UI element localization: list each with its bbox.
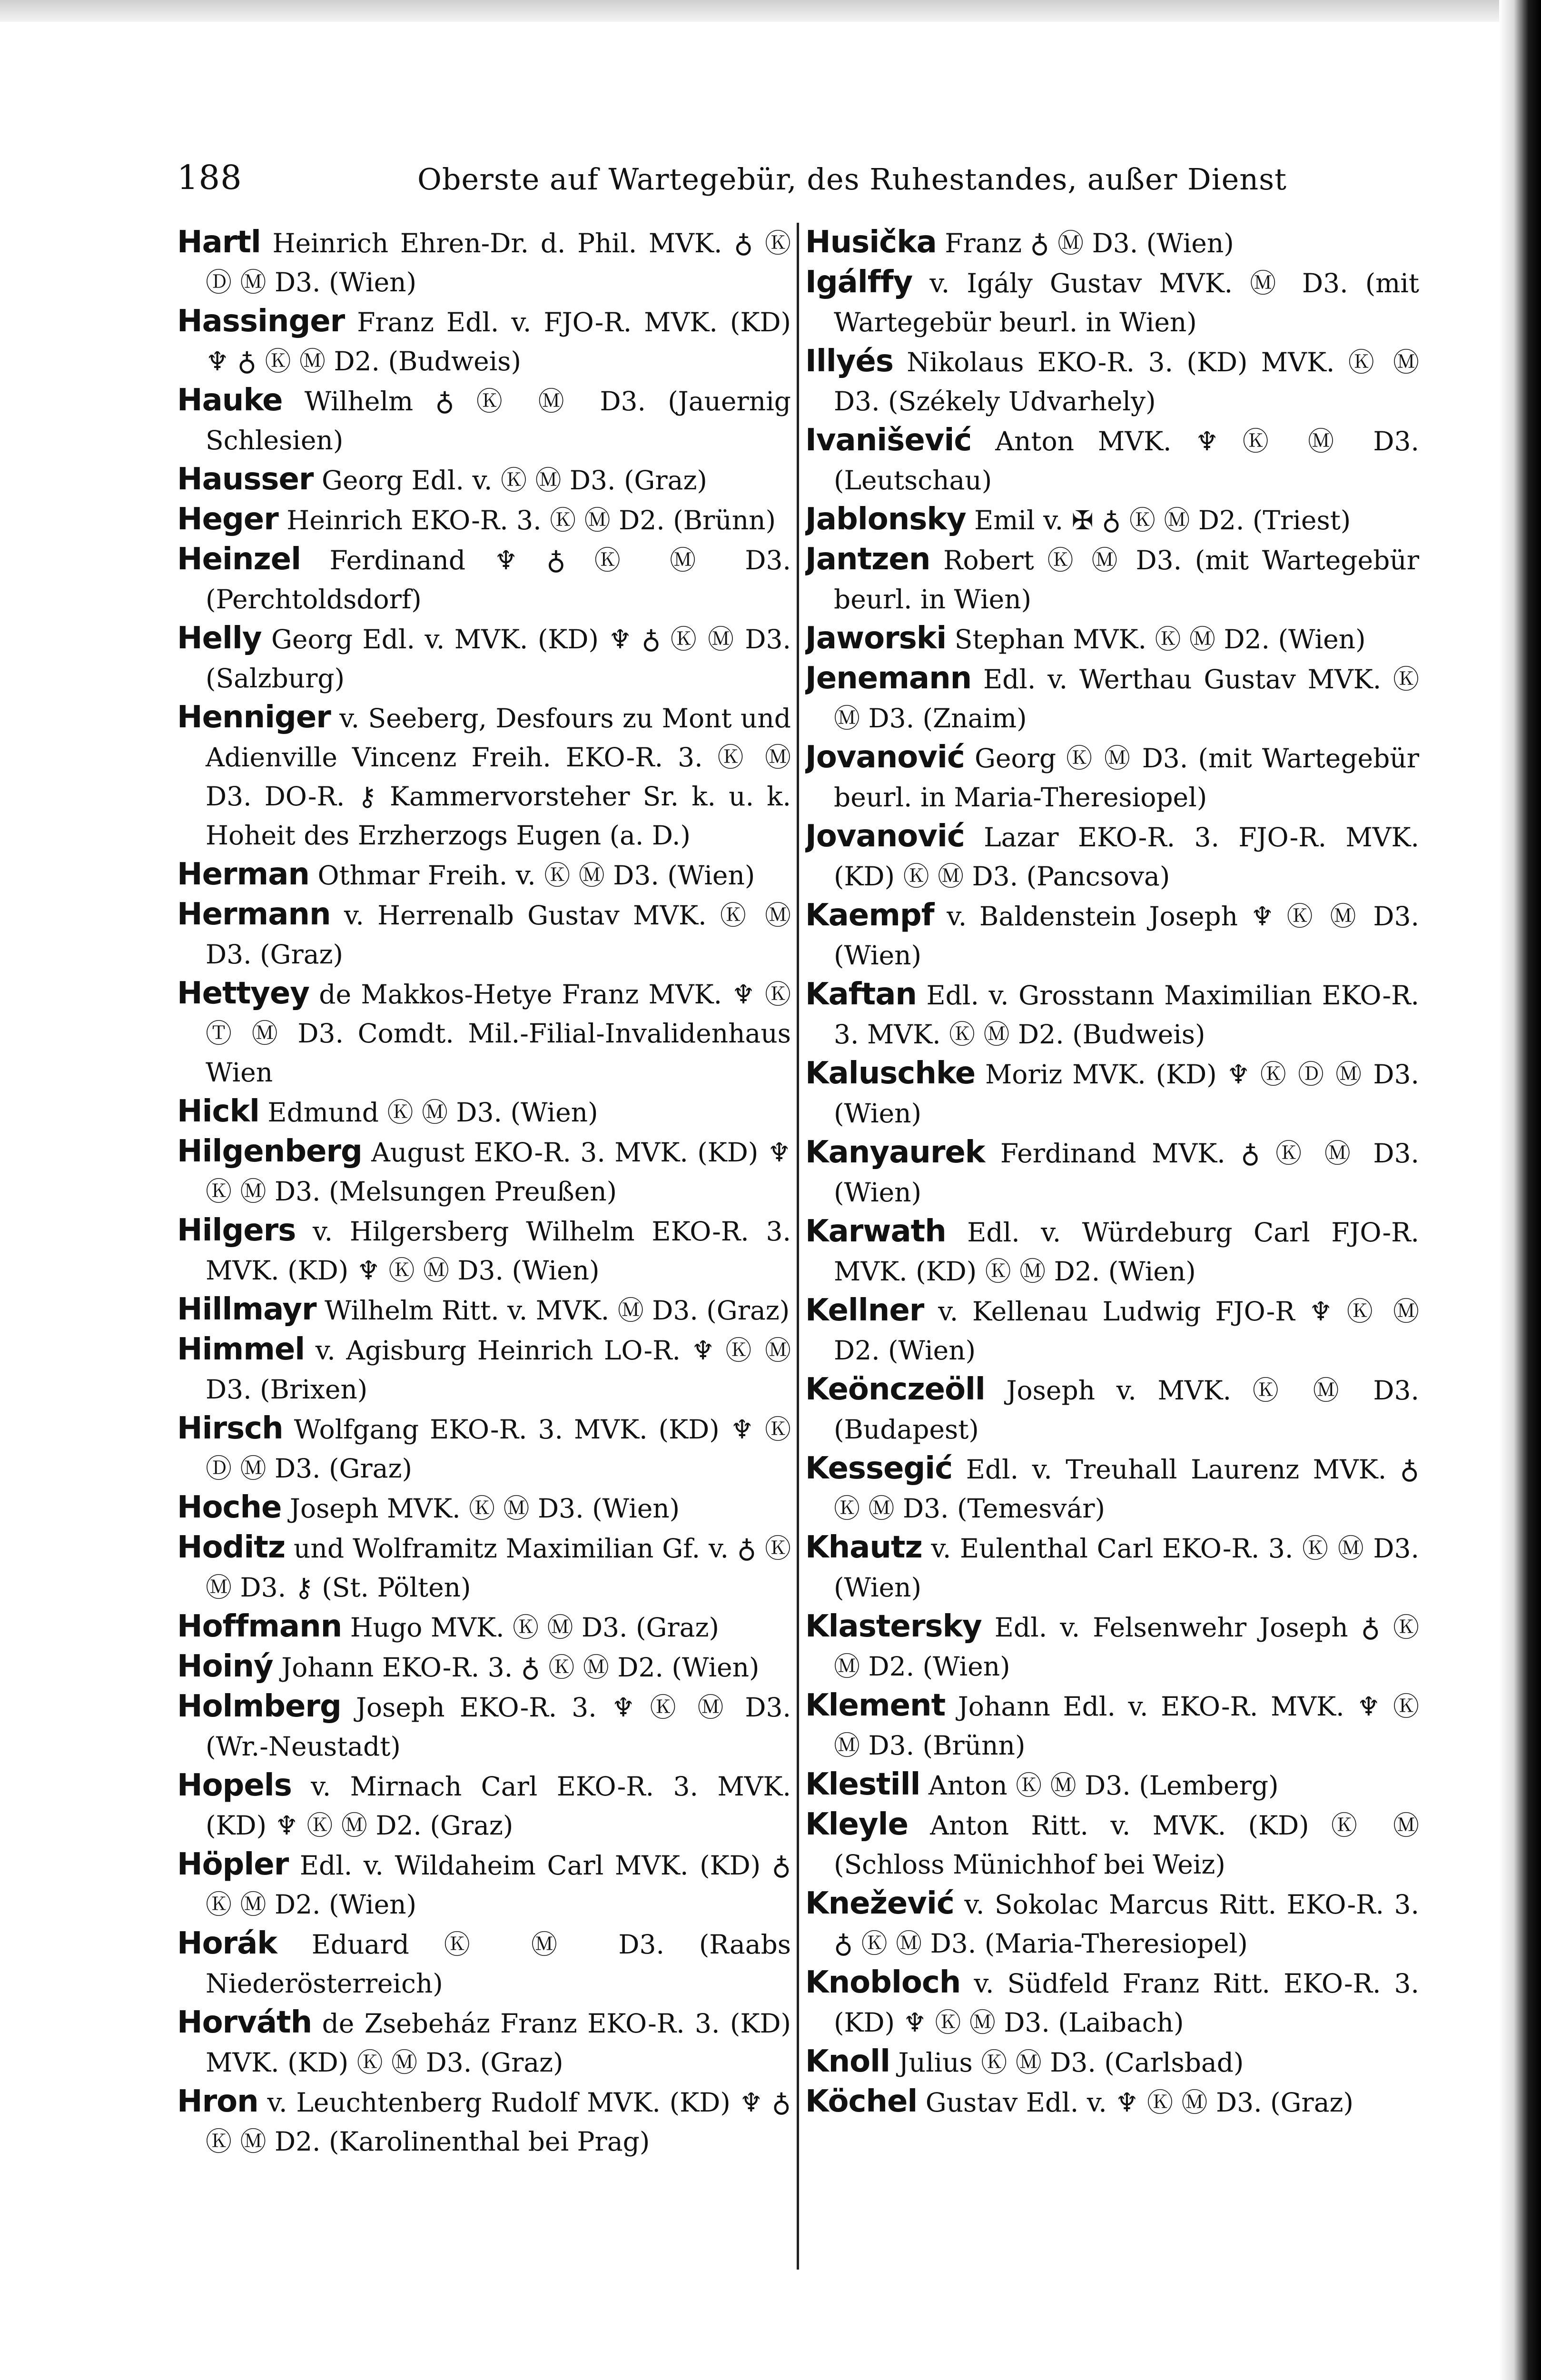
entry-surname: Illyés: [805, 344, 893, 379]
register-entry: [805, 1133, 1419, 1212]
register-entry: [177, 1528, 791, 1607]
register-entry: [177, 1211, 791, 1290]
entry-surname: Helly: [177, 621, 262, 656]
register-entry: [805, 619, 1419, 659]
register-entry: [805, 1054, 1419, 1133]
register-entry: [177, 1647, 791, 1687]
entry-details: Emil v. ✠ ♁ Ⓚ Ⓜ D2. (Triest): [966, 505, 1351, 536]
register-entry: [805, 896, 1419, 975]
entry-details: Edl. v. Treuhall Laurenz MVK. ♁ Ⓚ Ⓜ D3. (Temesvár): [834, 1454, 1419, 1524]
entry-details: Wilhelm ♁ Ⓚ Ⓜ D3. (Jauernig Schlesien): [206, 386, 791, 456]
entry-surname: Jantzen: [805, 542, 930, 577]
entry-details: Nikolaus EKO-R. 3. (KD) MVK. Ⓚ Ⓜ D3. (Székely Udvarhely): [834, 347, 1419, 416]
entry-surname: Horák: [177, 1926, 277, 1961]
register-entry: [805, 1449, 1419, 1528]
entry-details: v. Südfeld Franz Ritt. EKO-R. 3. (KD) ♆ Ⓚ Ⓜ D3. (Laibach): [834, 1968, 1419, 2038]
register-entry: [177, 619, 791, 698]
register-entry: [805, 2082, 1419, 2122]
entry-details: v. Eulenthal Carl EKO-R. 3. Ⓚ Ⓜ D3. (Wien): [834, 1533, 1419, 1603]
entry-surname: Hoiný: [177, 1649, 273, 1684]
entry-details: Joseph MVK. Ⓚ Ⓜ D3. (Wien): [281, 1493, 680, 1524]
register-entry: [177, 460, 791, 500]
entry-details: de Makkos-Hetye Franz MVK. ♆ Ⓚ Ⓣ Ⓜ D3. Comdt. Mil.-Filial-Invalidenhaus Wien: [206, 979, 791, 1088]
entry-surname: Hirsch: [177, 1411, 283, 1446]
entry-surname: Köchel: [805, 2084, 918, 2119]
entry-details: Joseph EKO-R. 3. ♆ Ⓚ Ⓜ D3. (Wr.-Neustadt): [206, 1692, 791, 1762]
entry-details: Othmar Freih. v. Ⓚ Ⓜ D3. (Wien): [309, 860, 755, 891]
register-entry: [805, 2042, 1419, 2082]
entry-surname: Hickl: [177, 1094, 259, 1129]
entry-details: Franz ♁ Ⓜ D3. (Wien): [936, 228, 1234, 258]
register-entry: [177, 855, 791, 895]
entry-surname: Jablonsky: [805, 502, 966, 537]
entry-details: de Zsebeház Franz EKO-R. 3. (KD) MVK. (KD) Ⓚ Ⓜ D3. (Graz): [206, 2008, 791, 2078]
entry-surname: Husička: [805, 225, 937, 260]
entry-details: Wolfgang EKO-R. 3. MVK. (KD) ♆ Ⓚ Ⓓ Ⓜ D3. (Graz): [206, 1414, 791, 1484]
entry-details: Ferdinand ♆ ♁ Ⓚ Ⓜ D3. (Perchtoldsdorf): [206, 545, 791, 615]
entry-details: Hugo MVK. Ⓚ Ⓜ D3. (Graz): [342, 1612, 719, 1643]
entry-surname: Kanyaurek: [805, 1135, 985, 1170]
entry-details: v. Baldenstein Joseph ♆ Ⓚ Ⓜ D3. (Wien): [834, 901, 1419, 971]
register-entry: [805, 1686, 1419, 1765]
entry-surname: Kellner: [805, 1293, 924, 1328]
entry-surname: Jenemann: [805, 661, 972, 696]
entry-surname: Jovanović: [805, 740, 965, 775]
scan-right-edge: [1499, 0, 1541, 2380]
register-entry: [805, 1370, 1419, 1449]
register-entry: [805, 1212, 1419, 1291]
entry-surname: Herman: [177, 857, 309, 892]
entry-details: Johann Edl. v. EKO-R. MVK. ♆ Ⓚ Ⓜ D3. (Brünn): [834, 1691, 1419, 1761]
entry-surname: Hilgers: [177, 1213, 296, 1248]
register-entry: [177, 223, 791, 302]
entry-details: Edl. v. Grosstann Maximilian EKO-R. 3. MVK. Ⓚ Ⓜ D2. (Budweis): [834, 980, 1419, 1050]
entry-surname: Knežević: [805, 1886, 954, 1921]
register-entry: [177, 1488, 791, 1528]
register-entry: [177, 500, 791, 540]
entry-details: August EKO-R. 3. MVK. (KD) ♆ Ⓚ Ⓜ D3. (Melsungen Preußen): [206, 1137, 791, 1207]
entry-details: Edl. v. Wildaheim Carl MVK. (KD) ♁ Ⓚ Ⓜ D2. (Wien): [206, 1850, 791, 1920]
entry-details: Robert Ⓚ Ⓜ D3. (mit Wartegebür beurl. in Wien): [834, 545, 1419, 615]
entry-surname: Knoll: [805, 2044, 890, 2079]
register-entry: [805, 1805, 1419, 1884]
entry-surname: Hettyey: [177, 976, 309, 1011]
entry-details: v. Leuchtenberg Rudolf MVK. (KD) ♆ ♁ Ⓚ Ⓜ D2. (Karolinenthal bei Prag): [206, 2087, 791, 2157]
register-entry: [177, 2003, 791, 2082]
register-entry: [177, 302, 791, 381]
register-entry: [177, 1290, 791, 1330]
entry-surname: Hoditz: [177, 1530, 286, 1565]
entry-surname: Holmberg: [177, 1689, 341, 1724]
entry-surname: Klestill: [805, 1767, 920, 1802]
entry-surname: Kleyle: [805, 1807, 908, 1842]
entry-surname: Hassinger: [177, 304, 345, 339]
entry-details: Eduard Ⓚ Ⓜ D3. (Raabs Niederösterreich): [206, 1929, 791, 1999]
entry-details: Anton Ritt. v. MVK. (KD) Ⓚ Ⓜ (Schloss Münichhof bei Weiz): [834, 1810, 1419, 1880]
register-entry: [177, 1687, 791, 1766]
entry-details: Ferdinand MVK. ♁ Ⓚ Ⓜ D3. (Wien): [834, 1138, 1419, 1208]
entry-surname: Keönczeöll: [805, 1372, 985, 1407]
entry-details: Georg Edl. v. Ⓚ Ⓜ D3. (Graz): [313, 465, 707, 496]
register-entry: [805, 540, 1419, 619]
column-divider: [797, 223, 799, 2270]
entry-surname: Kaluschke: [805, 1056, 976, 1091]
entry-details: Heinrich Ehren-Dr. d. Phil. MVK. ♁ Ⓚ Ⓓ Ⓜ D3. (Wien): [206, 228, 791, 298]
entry-details: Edl. v. Felsenwehr Joseph ♁ Ⓚ Ⓜ D2. (Wien): [834, 1612, 1419, 1682]
entry-details: Anton Ⓚ Ⓜ D3. (Lemberg): [920, 1770, 1279, 1801]
entry-surname: Kessegić: [805, 1451, 953, 1486]
register-entry: [177, 1092, 791, 1132]
entry-surname: Kaempf: [805, 898, 934, 933]
left-column: [177, 223, 791, 2279]
register-entry: [805, 223, 1419, 263]
entry-details: Moriz MVK. (KD) ♆ Ⓚ Ⓓ Ⓜ D3. (Wien): [834, 1059, 1419, 1129]
entry-details: Wilhelm Ritt. v. MVK. Ⓜ D3. (Graz): [316, 1295, 790, 1326]
entry-surname: Knobloch: [805, 1965, 961, 2000]
register-entry: [805, 1607, 1419, 1686]
entry-surname: Karwath: [805, 1214, 946, 1249]
entry-surname: Jaworski: [805, 621, 947, 656]
entry-details: Edl. v. Werthau Gustav MVK. Ⓚ Ⓜ D3. (Znaim): [834, 664, 1419, 734]
register-entry: [177, 381, 791, 460]
entry-details: Georg Edl. v. MVK. (KD) ♆ ♁ Ⓚ Ⓜ D3. (Salzburg): [206, 624, 791, 694]
register-entry: [177, 1409, 791, 1488]
entry-details: Johann EKO-R. 3. ♁ Ⓚ Ⓜ D2. (Wien): [273, 1652, 760, 1683]
entry-details: Edl. v. Würdeburg Carl FJO-R. MVK. (KD) Ⓚ Ⓜ D2. (Wien): [834, 1217, 1419, 1287]
entry-details: Georg Ⓚ Ⓜ D3. (mit Wartegebür beurl. in Maria-Theresiopel): [834, 743, 1419, 813]
right-column: [805, 223, 1419, 2279]
entry-surname: Klement: [805, 1688, 946, 1723]
entry-details: Heinrich EKO-R. 3. Ⓚ Ⓜ D2. (Brünn): [278, 505, 776, 536]
entry-surname: Kaftan: [805, 977, 917, 1012]
page-number: 188: [177, 158, 242, 197]
register-entry: [805, 342, 1419, 421]
entry-surname: Himmel: [177, 1332, 305, 1367]
register-entry: [805, 975, 1419, 1054]
register-entry: [177, 1330, 791, 1409]
entry-surname: Hoffmann: [177, 1609, 342, 1644]
register-entry: [805, 1884, 1419, 1963]
entry-surname: Heger: [177, 502, 278, 537]
entry-details: v. Herrenalb Gustav MVK. Ⓚ Ⓜ D3. (Graz): [206, 900, 791, 970]
entry-details: Julius Ⓚ Ⓜ D3. (Carlsbad): [890, 2047, 1244, 2078]
entry-surname: Jovanović: [805, 819, 965, 854]
entry-surname: Igálffy: [805, 265, 913, 300]
entry-details: Edmund Ⓚ Ⓜ D3. (Wien): [259, 1097, 598, 1128]
entry-details: Lazar EKO-R. 3. FJO-R. MVK. (KD) Ⓚ Ⓜ D3. (Pancsova): [834, 822, 1419, 892]
entry-surname: Hoche: [177, 1490, 282, 1525]
entry-surname: Hartl: [177, 225, 261, 260]
register-entry: [177, 1766, 791, 1845]
register-entry: [805, 817, 1419, 896]
running-title: Oberste auf Wartegebür, des Ruhestandes, außer Dienst: [417, 162, 1287, 197]
entry-surname: Höpler: [177, 1847, 289, 1882]
register-entry: [805, 659, 1419, 738]
register-entry: [805, 1963, 1419, 2042]
register-entry: [805, 500, 1419, 540]
register-entry: [177, 895, 791, 974]
register-entry: [805, 421, 1419, 500]
entry-details: v. Mirnach Carl EKO-R. 3. MVK. (KD) ♆ Ⓚ Ⓜ D2. (Graz): [206, 1771, 791, 1841]
entry-surname: Hron: [177, 2084, 258, 2119]
register-entry: [177, 974, 791, 1092]
entry-details: Gustav Edl. v. ♆ Ⓚ Ⓜ D3. (Graz): [917, 2087, 1353, 2118]
entry-surname: Henniger: [177, 700, 331, 735]
register-entry: [805, 263, 1419, 342]
register-entry: [805, 738, 1419, 817]
entry-surname: Hillmayr: [177, 1292, 316, 1327]
entry-details: und Wolframitz Maximilian Gf. v. ♁ Ⓚ Ⓜ D3. ⚷ (St. Pölten): [206, 1533, 791, 1603]
entry-details: v. Hilgersberg Wilhelm EKO-R. 3. MVK. (KD) ♆ Ⓚ Ⓜ D3. (Wien): [206, 1216, 791, 1286]
entry-details: v. Igály Gustav MVK. Ⓜ D3. (mit Wartegebür beurl. in Wien): [834, 268, 1419, 337]
entry-details: v. Seeberg, Desfours zu Mont und Adienville Vincenz Freih. EKO-R. 3. Ⓚ Ⓜ D3. DO-R. ⚷ Kammervorsteher Sr. k. u. k. Hoheit des Erzherzogs Eugen (a. D.): [206, 703, 791, 851]
entry-surname: Ivanišević: [805, 423, 972, 458]
entry-surname: Hausser: [177, 462, 314, 497]
entry-surname: Hopels: [177, 1768, 292, 1803]
register-entry: [177, 698, 791, 855]
entry-details: v. Kellenau Ludwig FJO-R ♆ Ⓚ Ⓜ D2. (Wien): [834, 1296, 1419, 1366]
register-entry: [177, 1132, 791, 1211]
page-header: [177, 158, 1287, 210]
register-entry: [177, 1924, 791, 2003]
entry-surname: Klastersky: [805, 1609, 982, 1644]
entry-surname: Horváth: [177, 2005, 312, 2040]
entry-details: v. Agisburg Heinrich LO-R. ♆ Ⓚ Ⓜ D3. (Brixen): [206, 1335, 791, 1405]
entry-details: v. Sokolac Marcus Ritt. EKO-R. 3. ♁ Ⓚ Ⓜ D3. (Maria-Theresiopel): [834, 1889, 1419, 1959]
register-entry: [177, 2082, 791, 2161]
entry-details: Stephan MVK. Ⓚ Ⓜ D2. (Wien): [946, 624, 1366, 654]
entry-surname: Hilgenberg: [177, 1134, 362, 1169]
register-entry: [177, 540, 791, 619]
register-entry: [805, 1291, 1419, 1370]
entry-details: Anton MVK. ♆ Ⓚ Ⓜ D3. (Leutschau): [834, 426, 1419, 496]
register-entry: [177, 1845, 791, 1924]
register-entry: [805, 1765, 1419, 1805]
register-entry: [805, 1528, 1419, 1607]
entry-details: Franz Edl. v. FJO-R. MVK. (KD) ♆ ♁ Ⓚ Ⓜ D2. (Budweis): [206, 307, 791, 377]
register-entry: [177, 1607, 791, 1647]
scan-top-edge: [0, 0, 1541, 22]
entry-surname: Hermann: [177, 897, 331, 932]
entry-surname: Khautz: [805, 1530, 922, 1565]
entry-details: Joseph v. MVK. Ⓚ Ⓜ D3. (Budapest): [834, 1375, 1419, 1445]
entry-surname: Hauke: [177, 383, 283, 418]
entry-surname: Heinzel: [177, 542, 301, 577]
